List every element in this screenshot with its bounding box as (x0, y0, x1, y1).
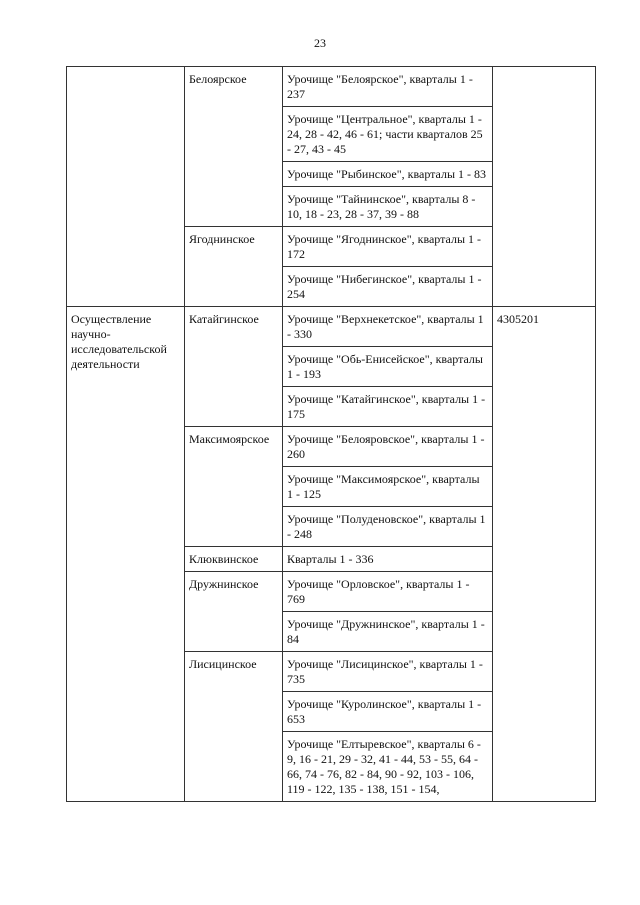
tract-cell: Урочище "Обь-Енисейское", кварталы 1 - 193 (283, 347, 493, 387)
tract-cell: Урочище "Максимоярское", кварталы 1 - 125 (283, 467, 493, 507)
tract-cell: Урочище "Лисицинское", кварталы 1 - 735 (283, 652, 493, 692)
tract-cell: Урочище "Белоярское", кварталы 1 - 237 (283, 67, 493, 107)
tract-cell: Урочище "Центральное", кварталы 1 - 24, 28 - 42, 46 - 61; части кварталов 25 - 27, 43 - 45 (283, 107, 493, 162)
tract-cell: Урочище "Дружнинское", кварталы 1 - 84 (283, 612, 493, 652)
tract-cell: Урочище "Белояровское", кварталы 1 - 260 (283, 427, 493, 467)
tract-cell: Урочище "Ягоднинское", кварталы 1 - 172 (283, 227, 493, 267)
tract-cell: Урочище "Полуденовское", кварталы 1 - 248 (283, 507, 493, 547)
forestry-cell: Лисицинское (185, 652, 283, 802)
tract-cell: Урочище "Тайнинское", кварталы 8 - 10, 18 - 23, 28 - 37, 39 - 88 (283, 187, 493, 227)
code-cell: 4305201 (493, 307, 596, 802)
tract-cell: Урочище "Елтыревское", кварталы 6 - 9, 16 - 21, 29 - 32, 41 - 44, 53 - 55, 64 - 66, 74 - 76, 82 - 84, 90 - 92, 103 - 106, 119 - 122, 135 - 138, 151 - 154, (283, 732, 493, 802)
forestry-cell: Клюквинское (185, 547, 283, 572)
purpose-cell (67, 67, 185, 307)
forestry-cell: Ягоднинское (185, 227, 283, 307)
forestry-cell: Дружнинское (185, 572, 283, 652)
tract-cell: Кварталы 1 - 336 (283, 547, 493, 572)
tract-cell: Урочище "Куролинское", кварталы 1 - 653 (283, 692, 493, 732)
code-cell (493, 67, 596, 307)
tract-cell: Урочище "Катайгинское", кварталы 1 - 175 (283, 387, 493, 427)
purpose-cell: Осуществление научно-исследовательской деятельности (67, 307, 185, 802)
table-row (67, 67, 596, 107)
table-row (67, 307, 596, 347)
forestry-cell: Белоярское (185, 67, 283, 227)
tract-cell: Урочище "Рыбинское", кварталы 1 - 83 (283, 162, 493, 187)
tract-cell: Урочище "Верхнекетское", кварталы 1 - 330 (283, 307, 493, 347)
tract-cell: Урочище "Орловское", кварталы 1 - 769 (283, 572, 493, 612)
forestry-cell: Максимоярское (185, 427, 283, 547)
forestry-table (66, 66, 596, 802)
page-number: 23 (314, 36, 326, 50)
tract-cell: Урочище "Нибегинское", кварталы 1 - 254 (283, 267, 493, 307)
forestry-cell: Катайгинское (185, 307, 283, 427)
